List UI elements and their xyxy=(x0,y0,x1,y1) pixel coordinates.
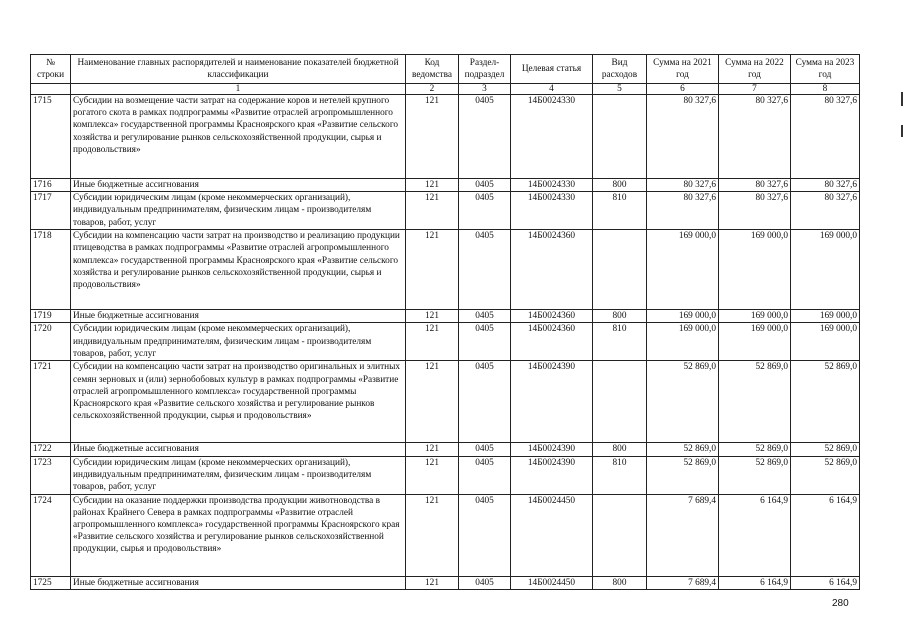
sum-2021: 7 689,4 xyxy=(647,494,719,576)
column-number: 5 xyxy=(593,84,647,95)
row-name: Субсидии на компенсацию части затрат на производство оригинальных и элитных семян зерновых и (или) зернобобовых культур в рамках подпрограммы «Развитие отраслей агропромышленного комплекса» государственной программы Красноярского края «Развитие сельского хозяйства и регулирование рынков сельскохозяйственной продукции, сырья и продовольствия» xyxy=(71,361,406,443)
table-row xyxy=(31,179,860,192)
sum-2022: 80 327,6 xyxy=(719,192,791,230)
target-item: 14Б0024390 xyxy=(511,361,593,443)
column-number: 8 xyxy=(791,84,860,95)
row-number: 1715 xyxy=(31,95,71,179)
row-number: 1722 xyxy=(31,443,71,456)
column-numbering-row xyxy=(31,84,860,95)
expense-type: 800 xyxy=(593,310,647,323)
section-code: 0405 xyxy=(459,230,511,310)
table-row xyxy=(31,576,860,589)
column-number: 3 xyxy=(459,84,511,95)
expense-type: 800 xyxy=(593,179,647,192)
sum-2021: 80 327,6 xyxy=(647,192,719,230)
sum-2021: 80 327,6 xyxy=(647,179,719,192)
row-number: 1723 xyxy=(31,456,71,494)
row-name: Субсидии юридическим лицам (кроме некоммерческих организаций), индивидуальным предпринимателям, физическим лицам - производителям товаров, работ, услуг xyxy=(71,323,406,361)
column-number: 2 xyxy=(406,84,459,95)
row-number: 1716 xyxy=(31,179,71,192)
sum-2022: 169 000,0 xyxy=(719,230,791,310)
sum-2023: 80 327,6 xyxy=(791,95,860,179)
department-code: 121 xyxy=(406,361,459,443)
section-code: 0405 xyxy=(459,323,511,361)
target-item: 14Б0024450 xyxy=(511,576,593,589)
row-number: 1717 xyxy=(31,192,71,230)
row-name: Иные бюджетные ассигнования xyxy=(71,179,406,192)
expense-type: 810 xyxy=(593,192,647,230)
expense-type: 810 xyxy=(593,323,647,361)
sum-2023: 169 000,0 xyxy=(791,230,860,310)
sum-2023: 52 869,0 xyxy=(791,443,860,456)
target-item: 14Б0024330 xyxy=(511,95,593,179)
sum-2022: 169 000,0 xyxy=(719,323,791,361)
target-item: 14Б0024330 xyxy=(511,192,593,230)
table-row xyxy=(31,192,860,230)
row-number: 1719 xyxy=(31,310,71,323)
header-sum-2023: Сумма на 2023 год xyxy=(791,55,860,84)
sum-2021: 7 689,4 xyxy=(647,576,719,589)
header-sum-2021: Сумма на 2021 год xyxy=(647,55,719,84)
scan-edge-mark xyxy=(901,125,903,137)
table-row xyxy=(31,494,860,576)
expense-type: 800 xyxy=(593,576,647,589)
expense-type xyxy=(593,95,647,179)
sum-2023: 6 164,9 xyxy=(791,576,860,589)
sum-2021: 169 000,0 xyxy=(647,310,719,323)
sum-2022: 52 869,0 xyxy=(719,361,791,443)
sum-2021: 52 869,0 xyxy=(647,443,719,456)
target-item: 14Б0024390 xyxy=(511,456,593,494)
sum-2022: 169 000,0 xyxy=(719,310,791,323)
target-item: 14Б0024360 xyxy=(511,310,593,323)
header-department-code: Код ведомства xyxy=(406,55,459,84)
target-item: 14Б0024450 xyxy=(511,494,593,576)
row-name: Субсидии на компенсацию части затрат на производство и реализацию продукции птицеводства в рамках подпрограммы «Развитие отраслей агропромышленного комплекса» государственной программы Красноярского края «Развитие сельского хозяйства и регулирование рынков сельскохозяйственной продукции, сырья и продовольствия» xyxy=(71,230,406,310)
department-code: 121 xyxy=(406,179,459,192)
target-item: 14Б0024390 xyxy=(511,443,593,456)
row-number: 1724 xyxy=(31,494,71,576)
department-code: 121 xyxy=(406,95,459,179)
table-row xyxy=(31,95,860,179)
table-row xyxy=(31,230,860,310)
expense-type: 800 xyxy=(593,443,647,456)
section-code: 0405 xyxy=(459,310,511,323)
sum-2021: 52 869,0 xyxy=(647,361,719,443)
expense-type xyxy=(593,494,647,576)
department-code: 121 xyxy=(406,443,459,456)
row-name: Субсидии юридическим лицам (кроме некоммерческих организаций), индивидуальным предпринимателям, физическим лицам - производителям товаров, работ, услуг xyxy=(71,456,406,494)
section-code: 0405 xyxy=(459,361,511,443)
header-section: Раздел-подраздел xyxy=(459,55,511,84)
expense-type xyxy=(593,230,647,310)
row-name: Иные бюджетные ассигнования xyxy=(71,443,406,456)
department-code: 121 xyxy=(406,230,459,310)
sum-2021: 52 869,0 xyxy=(647,456,719,494)
header-name: Наименование главных распорядителей и наименование показателей бюджетной классификации xyxy=(71,55,406,84)
section-code: 0405 xyxy=(459,443,511,456)
sum-2023: 80 327,6 xyxy=(791,179,860,192)
section-code: 0405 xyxy=(459,456,511,494)
scan-edge-mark xyxy=(901,92,903,106)
sum-2022: 80 327,6 xyxy=(719,95,791,179)
target-item: 14Б0024360 xyxy=(511,323,593,361)
sum-2021: 169 000,0 xyxy=(647,230,719,310)
sum-2022: 52 869,0 xyxy=(719,456,791,494)
sum-2023: 169 000,0 xyxy=(791,310,860,323)
section-code: 0405 xyxy=(459,494,511,576)
row-number: 1720 xyxy=(31,323,71,361)
header-row xyxy=(31,55,860,84)
section-code: 0405 xyxy=(459,192,511,230)
table-row xyxy=(31,456,860,494)
sum-2023: 6 164,9 xyxy=(791,494,860,576)
row-name: Субсидии на оказание поддержки производства продукции животноводства в районах Крайнего Севера в рамках подпрограммы «Развитие отраслей агропромышленного комплекса» государственной программы Красноярского края «Развитие сельского хозяйства и регулирование рынков сельскохозяйственной продукции, сырья и продовольствия» xyxy=(71,494,406,576)
sum-2022: 52 869,0 xyxy=(719,443,791,456)
row-number: 1725 xyxy=(31,576,71,589)
header-row-number: № строки xyxy=(31,55,71,84)
header-target-item: Целевая статья xyxy=(511,55,593,84)
table-row xyxy=(31,443,860,456)
section-code: 0405 xyxy=(459,179,511,192)
column-number: 1 xyxy=(71,84,406,95)
row-name: Субсидии на возмещение части затрат на содержание коров и нетелей крупного рогатого скота в рамках подпрограммы «Развитие отраслей агропромышленного комплекса» государственной программы Красноярского края «Развитие сельского хозяйства и регулирование рынков сельскохозяйственной продукции, сырья и продовольствия» xyxy=(71,95,406,179)
sum-2022: 6 164,9 xyxy=(719,494,791,576)
row-name: Иные бюджетные ассигнования xyxy=(71,576,406,589)
row-name: Субсидии юридическим лицам (кроме некоммерческих организаций), индивидуальным предпринимателям, физическим лицам - производителям товаров, работ, услуг xyxy=(71,192,406,230)
table-row xyxy=(31,310,860,323)
department-code: 121 xyxy=(406,310,459,323)
page-number: 280 xyxy=(832,598,849,609)
column-number: 4 xyxy=(511,84,593,95)
department-code: 121 xyxy=(406,576,459,589)
row-name: Иные бюджетные ассигнования xyxy=(71,310,406,323)
department-code: 121 xyxy=(406,192,459,230)
sum-2022: 80 327,6 xyxy=(719,179,791,192)
table-row xyxy=(31,323,860,361)
table-body xyxy=(31,95,860,590)
header-expense-type: Вид расходов xyxy=(593,55,647,84)
sum-2022: 6 164,9 xyxy=(719,576,791,589)
header-sum-2022: Сумма на 2022 год xyxy=(719,55,791,84)
target-item: 14Б0024330 xyxy=(511,179,593,192)
expense-type xyxy=(593,361,647,443)
column-number: 6 xyxy=(647,84,719,95)
sum-2023: 169 000,0 xyxy=(791,323,860,361)
row-number: 1718 xyxy=(31,230,71,310)
table-row xyxy=(31,361,860,443)
sum-2021: 169 000,0 xyxy=(647,323,719,361)
department-code: 121 xyxy=(406,494,459,576)
sum-2023: 52 869,0 xyxy=(791,361,860,443)
sum-2021: 80 327,6 xyxy=(647,95,719,179)
department-code: 121 xyxy=(406,323,459,361)
budget-table xyxy=(30,54,860,590)
row-number: 1721 xyxy=(31,361,71,443)
sum-2023: 52 869,0 xyxy=(791,456,860,494)
sum-2023: 80 327,6 xyxy=(791,192,860,230)
section-code: 0405 xyxy=(459,576,511,589)
expense-type: 810 xyxy=(593,456,647,494)
section-code: 0405 xyxy=(459,95,511,179)
target-item: 14Б0024360 xyxy=(511,230,593,310)
column-number: 7 xyxy=(719,84,791,95)
department-code: 121 xyxy=(406,456,459,494)
